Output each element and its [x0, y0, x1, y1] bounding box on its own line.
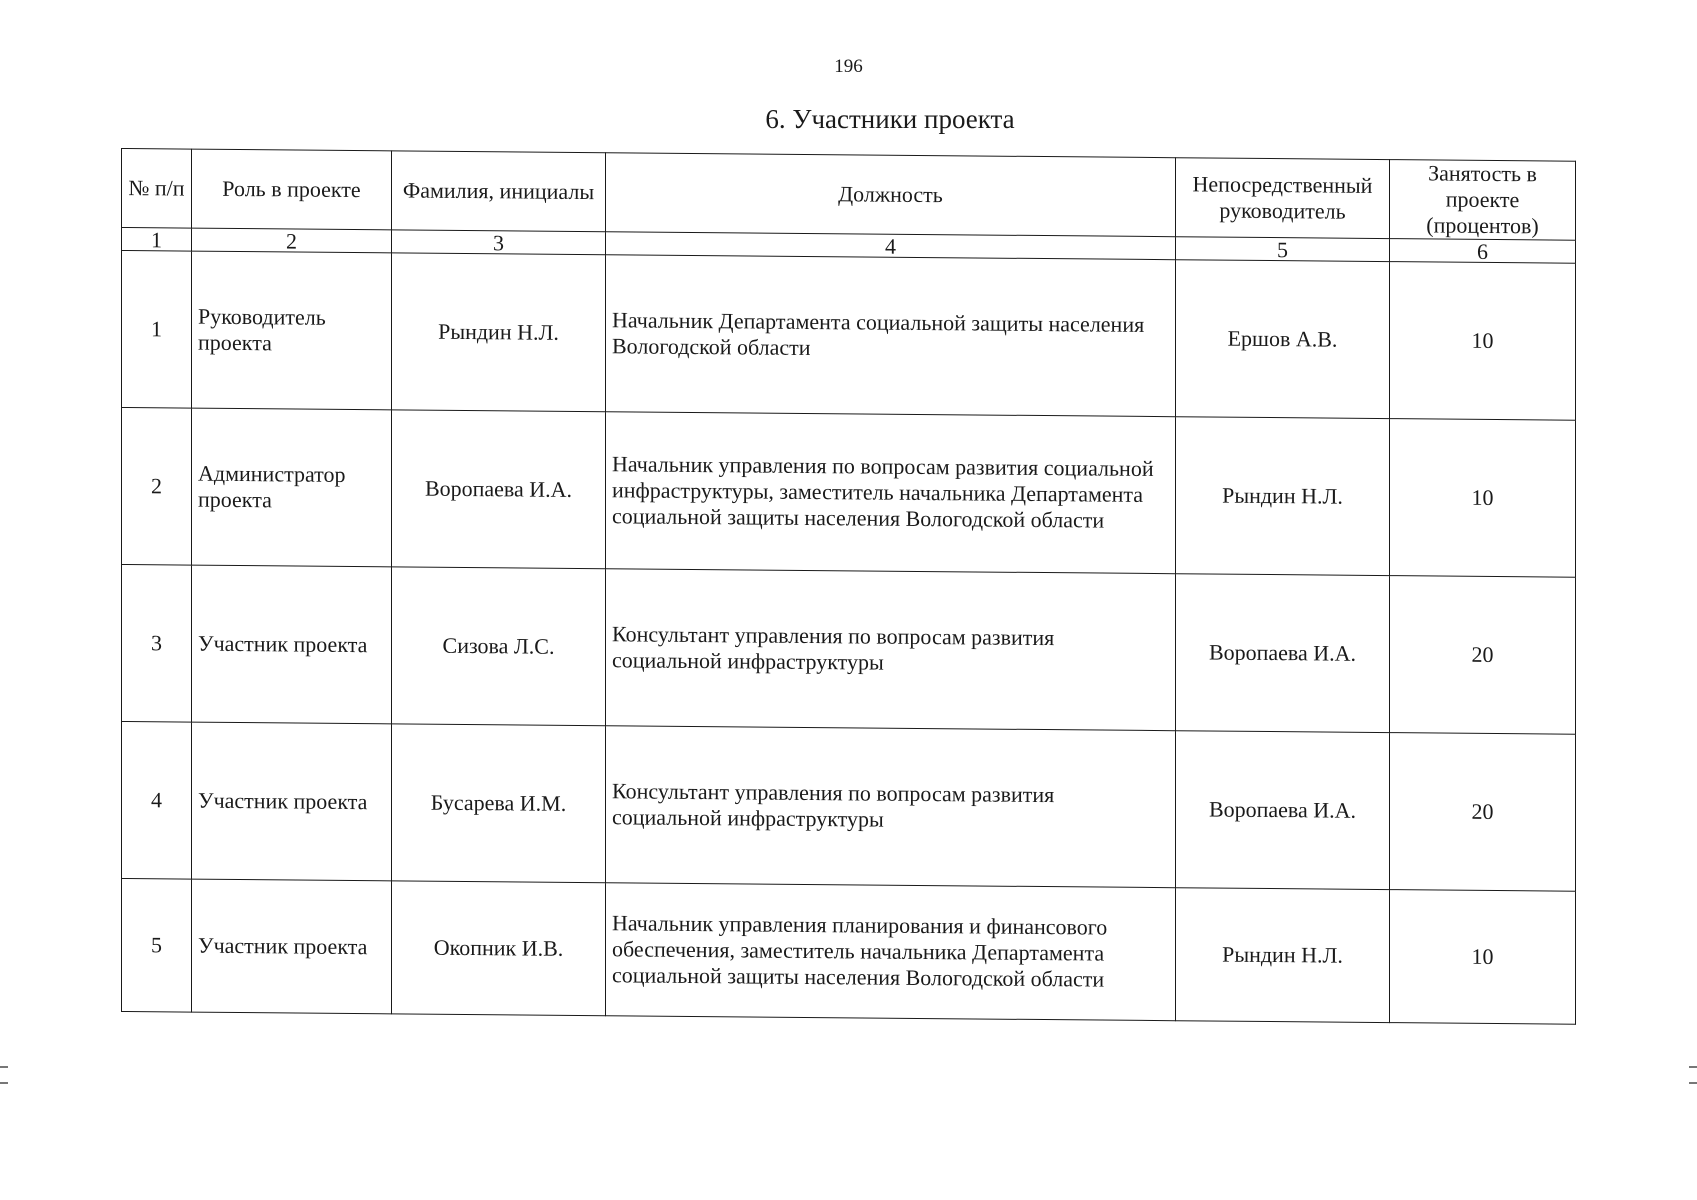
header-supervisor: Непосредственный руководитель — [1176, 158, 1390, 239]
table-row — [122, 879, 1576, 1025]
column-number: 4 — [606, 232, 1176, 260]
scan-edge-mark — [0, 1082, 8, 1084]
row-name: Сизова Л.С. — [392, 567, 606, 726]
row-position: Консультант управления по вопросам развития социальной инфраструктуры — [606, 569, 1176, 731]
row-employment: 10 — [1390, 890, 1576, 1025]
row-role: Руководитель проекта — [192, 251, 392, 410]
row-supervisor: Воропаева И.А. — [1176, 731, 1390, 890]
participants-table-wrap — [121, 148, 1576, 1025]
row-supervisor: Ершов А.В. — [1176, 260, 1390, 419]
row-number: 1 — [122, 251, 192, 409]
row-employment: 20 — [1390, 576, 1576, 735]
row-employment: 10 — [1390, 419, 1576, 578]
row-employment: 20 — [1390, 733, 1576, 892]
table-row — [122, 408, 1576, 578]
column-number: 5 — [1176, 237, 1390, 262]
participants-table — [121, 148, 1576, 1025]
row-supervisor: Рындин Н.Л. — [1176, 417, 1390, 576]
row-name: Окопник И.В. — [392, 881, 606, 1016]
table-row — [122, 251, 1576, 421]
row-number: 5 — [122, 879, 192, 1013]
scan-edge-mark — [1689, 1066, 1697, 1068]
row-name: Рындин Н.Л. — [392, 253, 606, 412]
header-employment: Занятость в проекте (процентов) — [1390, 160, 1576, 241]
column-number: 1 — [122, 228, 192, 252]
table-row — [122, 722, 1576, 892]
header-role: Роль в проекте — [192, 149, 392, 230]
row-role: Участник проекта — [192, 722, 392, 881]
row-supervisor: Воропаева И.А. — [1176, 574, 1390, 733]
column-number: 6 — [1390, 239, 1576, 264]
header-number: № п/п — [122, 149, 192, 229]
table-header-row — [122, 149, 1576, 241]
row-number: 4 — [122, 722, 192, 880]
page-number: 196 — [834, 56, 863, 77]
row-name: Воропаева И.А. — [392, 410, 606, 569]
row-position: Начальник управления планирования и финансового обеспечения, заместитель начальника Департамента социальной защиты населения Вологодской области — [606, 883, 1176, 1021]
row-name: Бусарева И.М. — [392, 724, 606, 883]
scan-edge-mark — [0, 1066, 8, 1068]
section-title: 6. Участники проекта — [765, 104, 1015, 134]
column-number: 3 — [392, 230, 606, 255]
row-role: Участник проекта — [192, 879, 392, 1014]
row-number: 3 — [122, 565, 192, 723]
table-row — [122, 565, 1576, 735]
header-name: Фамилия, инициалы — [392, 151, 606, 232]
column-number: 2 — [192, 228, 392, 253]
row-employment: 10 — [1390, 262, 1576, 421]
row-role: Участник проекта — [192, 565, 392, 724]
row-position: Консультант управления по вопросам развития социальной инфраструктуры — [606, 726, 1176, 888]
row-role: Администратор проекта — [192, 408, 392, 567]
row-supervisor: Рындин Н.Л. — [1176, 888, 1390, 1023]
scan-edge-mark — [1689, 1082, 1697, 1084]
row-position: Начальник управления по вопросам развития социальной инфраструктуры, заместитель начальника Департамента социальной защиты населения Вологодской области — [606, 412, 1176, 574]
header-position: Должность — [606, 153, 1176, 237]
row-number: 2 — [122, 408, 192, 566]
row-position: Начальник Департамента социальной защиты населения Вологодской области — [606, 255, 1176, 417]
